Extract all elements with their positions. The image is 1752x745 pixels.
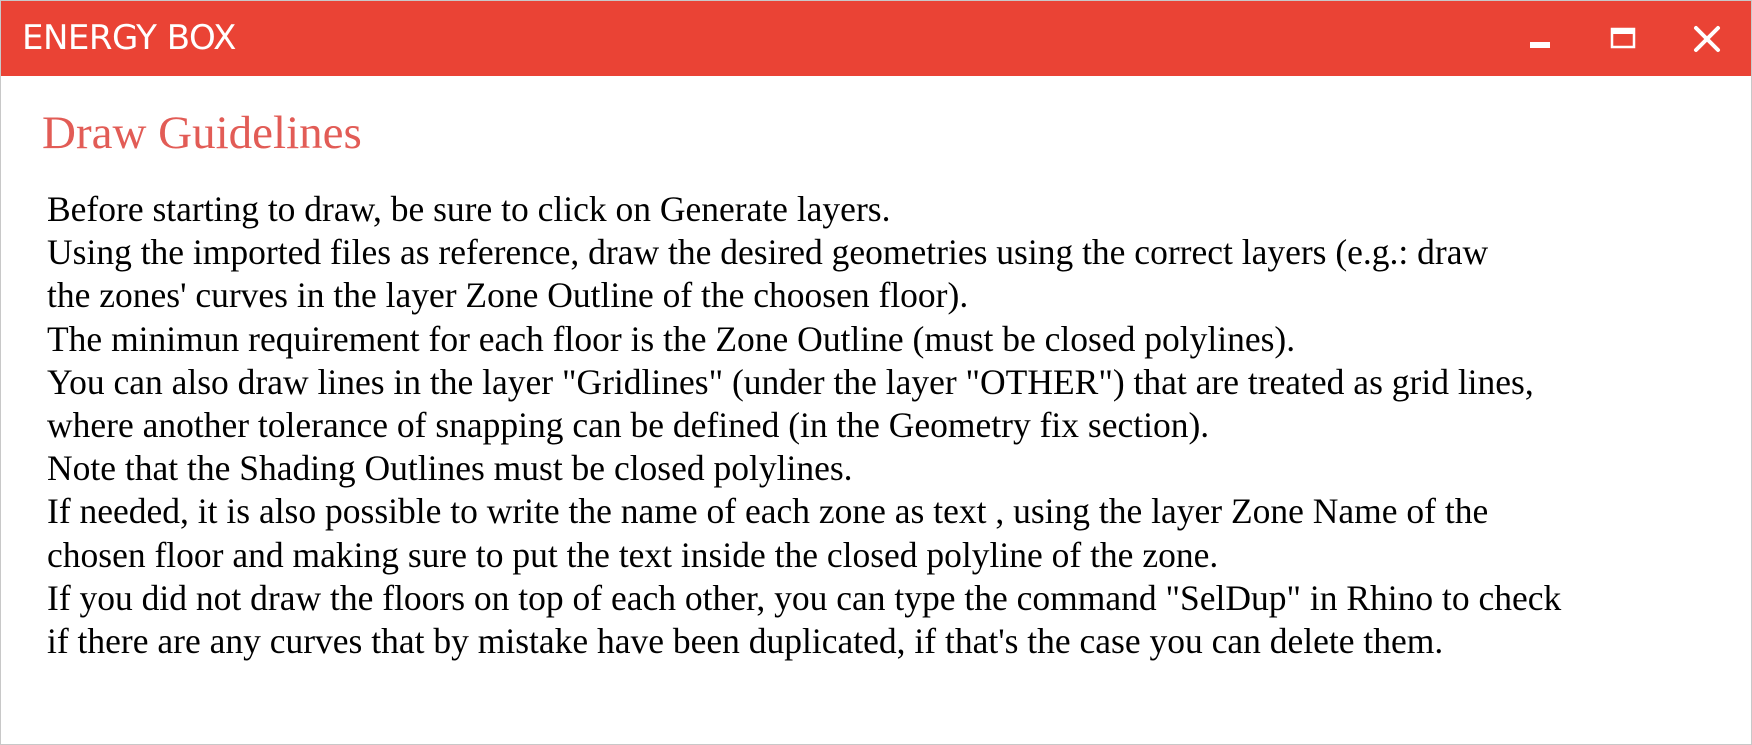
guidelines-panel — [1, 76, 1751, 744]
maximize-icon — [1608, 24, 1638, 54]
guideline-line: if there are any curves that by mistake have been duplicated, if that's the case you can delete them. — [47, 621, 1444, 662]
guidelines-text — [47, 188, 1727, 663]
guideline-line: Note that the Shading Outlines must be closed polylines. — [47, 448, 853, 489]
guideline-line: If you did not draw the floors on top of each other, you can type the command "SelDup" in Rhino to check — [47, 577, 1562, 618]
guideline-line: You can also draw lines in the layer "Gridlines" (under the layer "OTHER") that are treated as grid lines, — [47, 361, 1534, 402]
guideline-line: Before starting to draw, be sure to click on Generate layers. — [47, 189, 891, 229]
guideline-line: If needed, it is also possible to write the name of each zone as text , using the layer Zone Name of the — [47, 491, 1489, 532]
page-title: Draw Guidelines — [42, 107, 362, 159]
guideline-line: where another tolerance of snapping can be defined (in the Geometry fix section). — [47, 405, 1210, 446]
minimize-icon — [1524, 24, 1554, 54]
guideline-line: Using the imported files as reference, draw the desired geometries using the correct layers (e.g.: draw — [47, 232, 1489, 273]
guideline-line: The minimun requirement for each floor is the Zone Outline (must be closed polylines). — [47, 318, 1296, 359]
maximize-button[interactable] — [1583, 1, 1663, 76]
minimize-button[interactable] — [1499, 1, 1579, 76]
close-button[interactable] — [1667, 1, 1747, 76]
close-icon — [1692, 24, 1722, 54]
title-bar[interactable] — [1, 1, 1751, 76]
guideline-line: chosen floor and making sure to put the text inside the closed polyline of the zone. — [47, 534, 1219, 575]
app-title: ENERGY BOX — [22, 18, 236, 58]
guideline-line: the zones' curves in the layer Zone Outline of the choosen floor). — [47, 275, 969, 316]
